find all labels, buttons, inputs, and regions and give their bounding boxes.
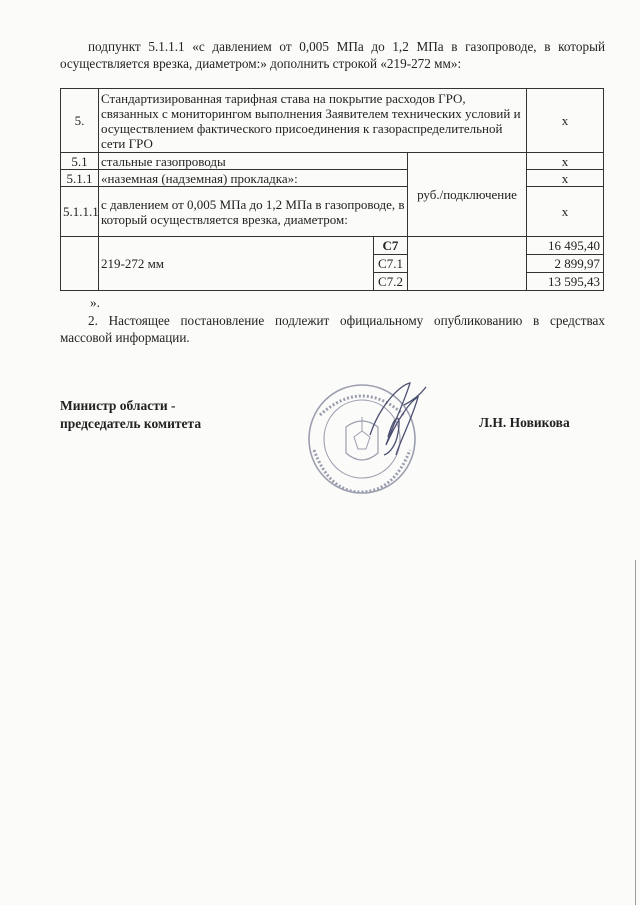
- table-row-5-1: [61, 153, 604, 170]
- row-number: 5.: [61, 89, 99, 153]
- row-number: 5.1.1: [61, 170, 99, 187]
- signatory-title-line-2: председатель комитета: [60, 416, 202, 431]
- rate-value: 2 899,97: [527, 255, 604, 273]
- official-seal-stamp: [300, 375, 435, 500]
- row-number: 5.1: [61, 153, 99, 170]
- intro-paragraph: подпункт 5.1.1.1 «с давлением от 0,005 МПа до 1,2 МПа в газопроводе, в который осуществляется врезка, диаметром:» дополнить строкой «219-272 мм»:: [60, 39, 605, 71]
- row-value: х: [527, 170, 604, 187]
- paragraph-2: 2. Настоящее постановление подлежит официальному опубликованию в средствах массовой информации.: [60, 313, 605, 345]
- empty-unit-cell: [408, 237, 527, 291]
- closing-quote: ».: [90, 295, 100, 310]
- scan-edge-line: [635, 560, 636, 905]
- row-description: «наземная (надземная) прокладка»:: [99, 170, 408, 187]
- diameter-label: 219-272 мм: [99, 237, 374, 291]
- row-description: стальные газопроводы: [99, 153, 408, 170]
- signatory-title-line-1: Министр области -: [60, 398, 176, 413]
- tariff-table: [60, 88, 604, 291]
- row-value: х: [527, 89, 604, 153]
- unit-cell: руб./подключение: [408, 153, 527, 237]
- rate-code: С7.2: [374, 273, 408, 291]
- table-row-diameter: [61, 237, 604, 255]
- empty-number-cell: [61, 237, 99, 291]
- row-number: 5.1.1.1: [61, 187, 99, 237]
- table-row-5: [61, 89, 604, 153]
- rate-value: 16 495,40: [527, 237, 604, 255]
- row-description: Стандартизированная тарифная става на покрытие расходов ГРО, связанных с мониторингом выполнения Заявителем технических условий и осуществлением фактического присоединения к газораспределительной сети ГРО: [99, 89, 527, 153]
- rate-code: С7.1: [374, 255, 408, 273]
- signatory-title: [60, 397, 201, 433]
- row-value: х: [527, 187, 604, 237]
- rate-value: 13 595,43: [527, 273, 604, 291]
- row-value: х: [527, 153, 604, 170]
- rate-code: С7: [374, 237, 408, 255]
- signatory-name: Л.Н. Новикова: [479, 415, 570, 430]
- row-description: с давлением от 0,005 МПа до 1,2 МПа в газопроводе, в который осуществляется врезка, диаметром:: [99, 187, 408, 237]
